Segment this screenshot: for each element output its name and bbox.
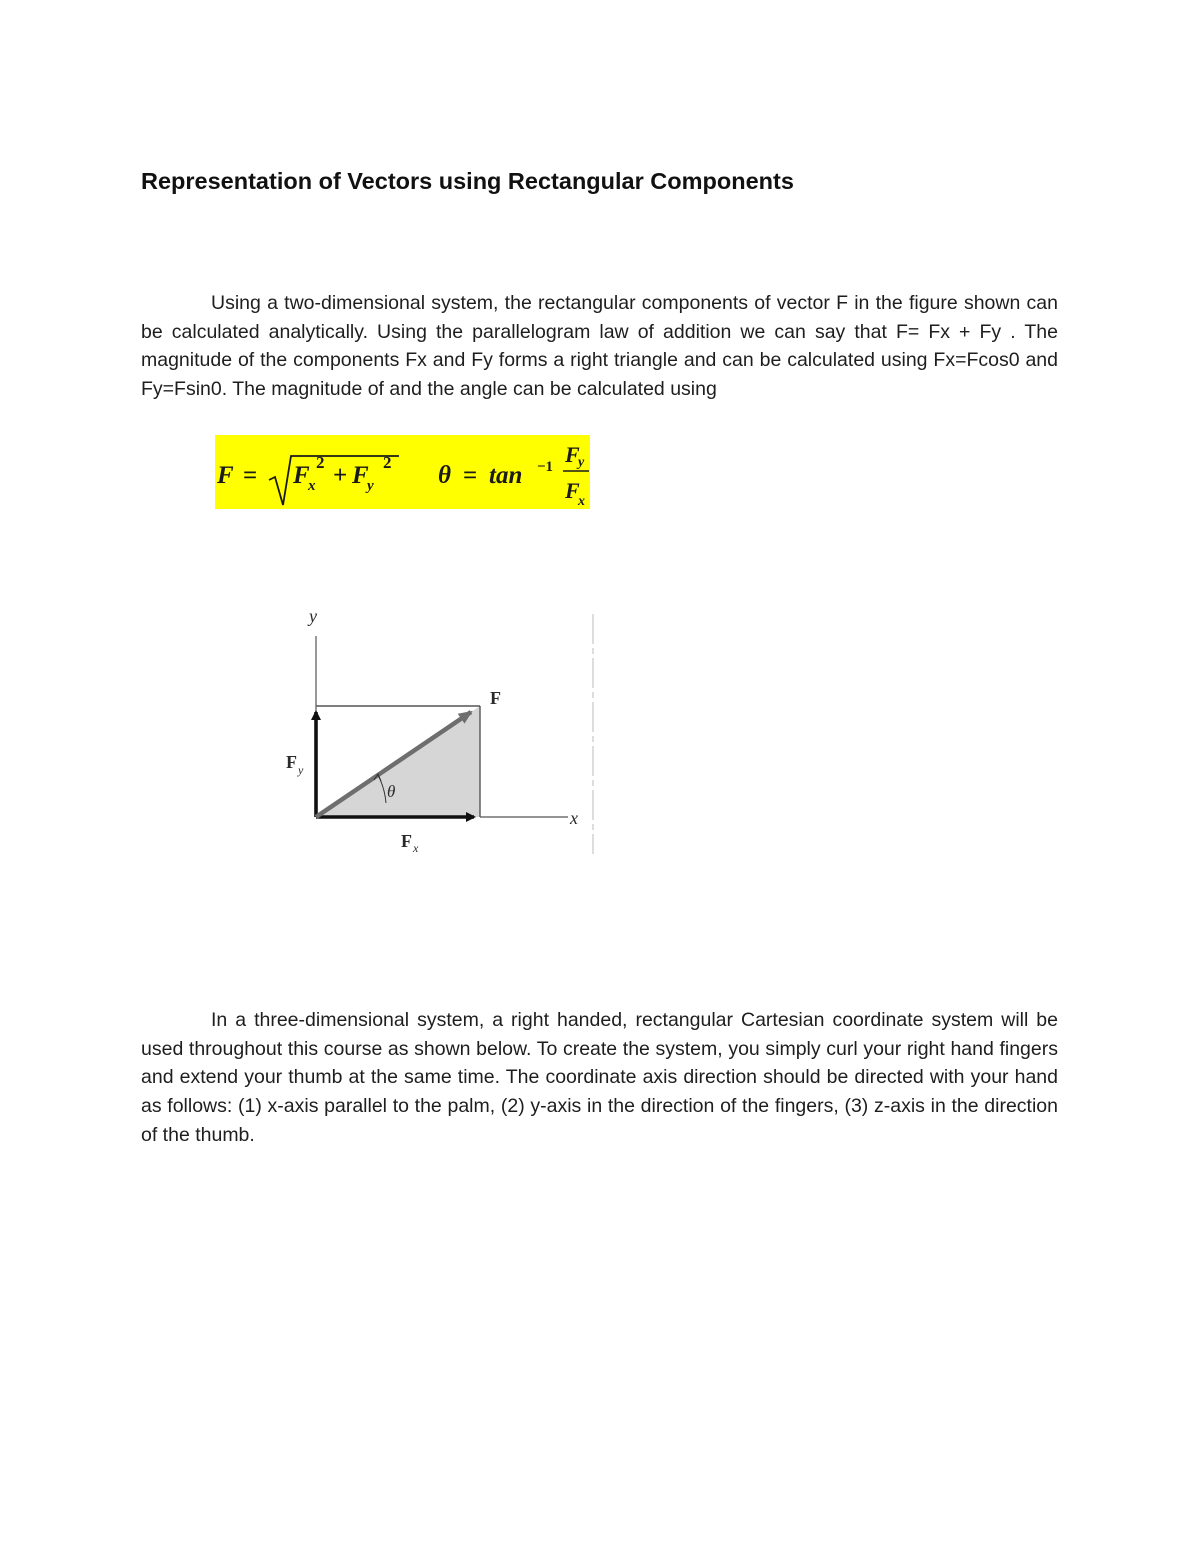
fx-label: F	[401, 831, 412, 851]
formula-f-lhs: F	[217, 462, 234, 489]
formula-fx-sub: x	[308, 478, 316, 494]
fy-label: F	[286, 752, 297, 772]
page-title: Representation of Vectors using Rectangular Components	[141, 168, 794, 194]
formula-equals-1: =	[243, 462, 258, 489]
x-axis-label: x	[570, 808, 578, 828]
formula-highlight	[215, 435, 590, 509]
formula-numerator: F	[565, 442, 580, 467]
formula-numerator-sub: y	[578, 455, 585, 470]
fy-sub-label: y	[298, 763, 304, 777]
formula-denominator-sub: x	[578, 494, 585, 509]
formula-plus: +	[333, 462, 348, 489]
formula-tan: tan	[489, 462, 523, 489]
y-axis-label: y	[309, 606, 317, 626]
formula-fx-sup: 2	[316, 453, 325, 472]
formula-equals-2: =	[463, 462, 478, 489]
angle-formula	[438, 442, 589, 509]
formula-theta-lhs: θ	[438, 462, 451, 489]
formula-fx-term: F	[293, 462, 310, 489]
formula-fy-sup: 2	[383, 453, 392, 472]
formula-fy-sub: y	[367, 478, 374, 494]
formula-tan-inverse: −1	[537, 459, 554, 475]
formula-denominator: F	[565, 478, 580, 503]
paragraph-two-dimensional: Using a two-dimensional system, the rectangular components of vector F in the figure shown can be calculated analytically. Using the parallelogram law of addition we can say that F= Fx + Fy . The magnitude of the components Fx and Fy forms a right triangle and can be calculated using Fx=Fcos0 and Fy=Fsin0. The magnitude of and the angle can be calculated using	[141, 292, 1058, 401]
formula-fy-term: F	[352, 462, 369, 489]
angle-label: θ	[387, 782, 396, 801]
vector-components-figure	[270, 596, 600, 862]
paragraph-three-dimensional: In a three-dimensional system, a right handed, rectangular Cartesian coordinate system will be used throughout this course as shown below. To create the system, you simply curl your right hand fingers and extend your thumb at the same time. The coordinate axis direction should be directed with your hand as follows: (1) x-axis parallel to the palm, (2) y-axis in the direction of the fingers, (3) z-axis in the direction of the thumb.	[141, 1009, 1058, 1146]
fx-sub-label: x	[413, 841, 419, 855]
vector-label: F	[490, 688, 501, 708]
magnitude-formula	[216, 453, 399, 505]
